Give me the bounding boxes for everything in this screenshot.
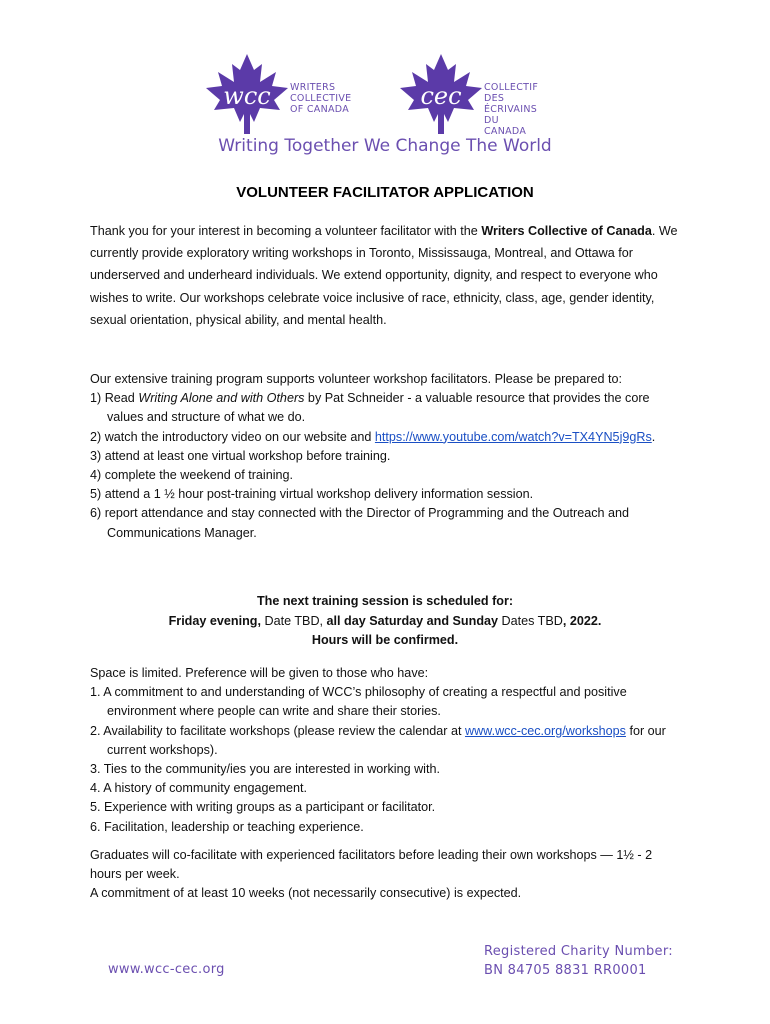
list-item: 5. Experience with writing groups as a participant or facilitator.	[90, 800, 436, 815]
list-item: 4) complete the weekend of training.	[90, 468, 294, 483]
list-item: 2) watch the introductory video on our website and https://www.youtube.com/watch?v=TX4YN5j9gRs.	[90, 429, 656, 444]
footer-url[interactable]: www.wcc-cec.org	[108, 962, 225, 977]
schedule-heading: The next training session is scheduled for:	[256, 594, 514, 608]
tagline: Writing Together We Change The World	[218, 136, 552, 156]
book-title: Writing Alone and with Others	[138, 391, 305, 406]
intro-paragraph: Thank you for your interest in becoming a volunteer facilitator with the Writers Collective of Canada. We currently provide exploratory writing workshops in Toronto, Mississauga, Montreal, and Ottawa for underserved and underheard individuals. We extend opportunity, dignity, and respect to everyone who wishes to write. Our workshops celebrate voice inclusive of race, ethnicity, class, age, gender identity, sexual orientation, physical ability, and mental health.	[90, 224, 678, 327]
svg-text:cec: cec	[420, 82, 462, 110]
preference-list	[90, 664, 678, 837]
training-lead: Our extensive training program supports volunteer workshop facilitators. Please be prepared to:	[90, 372, 623, 386]
charity-number: Registered Charity Number: BN 84705 8831 RR0001	[484, 944, 673, 978]
list-item: 3) attend at least one virtual workshop before training.	[90, 448, 391, 463]
workshops-link[interactable]: www.wcc-cec.org/workshops	[464, 723, 626, 738]
svg-text:wcc: wcc	[223, 82, 271, 110]
page-title: VOLUNTEER FACILITATOR APPLICATION	[236, 184, 534, 201]
list-item: 3. Ties to the community/ies you are interested in working with.	[90, 762, 440, 777]
closing-line1: Graduates will co-facilitate with experienced facilitators before leading their own workshops — 1½ - 2 hours per week.	[90, 848, 653, 882]
list-item: 6) report attendance and stay connected with the Director of Programming and the Outreach and Communications Manager.	[90, 506, 630, 540]
schedule-hours-note: Hours will be confirmed.	[311, 633, 459, 648]
org-name: Writers Collective of Canada	[481, 224, 652, 238]
list-item: 1. A commitment to and understanding of WCC’s philosophy of creating a respectful and positive environment where people can write and share their stories.	[90, 685, 627, 719]
list-item: 1) Read Writing Alone and with Others by Pat Schneider - a valuable resource that provides the core values and structure of what we do.	[90, 391, 650, 425]
logo-en-line1: WRITERS COLLECTIVE	[290, 82, 352, 104]
list-item: 4. A history of community engagement.	[90, 781, 308, 796]
closing-paragraph	[90, 846, 678, 904]
logo-fr-line2: ÉCRIVAINS DU CANADA	[484, 104, 538, 137]
list-item: 5) attend a 1 ½ hour post-training virtual workshop delivery information session.	[90, 487, 534, 502]
list-item: 6. Facilitation, leadership or teaching experience.	[90, 819, 364, 834]
list-item: 2. Availability to facilitate workshops (please review the calendar at www.wcc-cec.org/workshops for our current workshops).	[90, 723, 666, 757]
logo-en-line2: OF CANADA	[290, 104, 350, 115]
header-logos	[0, 0, 770, 180]
maple-leaf-icon	[204, 52, 290, 136]
logo-fr-line1: COLLECTIF DES	[484, 82, 539, 104]
maple-leaf-icon	[398, 52, 484, 136]
training-list	[90, 370, 678, 543]
closing-line2: A commitment of at least 10 weeks (not necessarily consecutive) is expected.	[90, 886, 522, 901]
preference-lead: Space is limited. Preference will be given to those who have:	[90, 666, 429, 680]
video-link[interactable]: https://www.youtube.com/watch?v=TX4YN5j9gRs	[374, 429, 652, 444]
schedule-block: The next training session is scheduled for: Friday evening, Date TBD, all day Saturday and Sunday Dates TBD, 2022. Hours will be confirmed.	[168, 594, 602, 648]
